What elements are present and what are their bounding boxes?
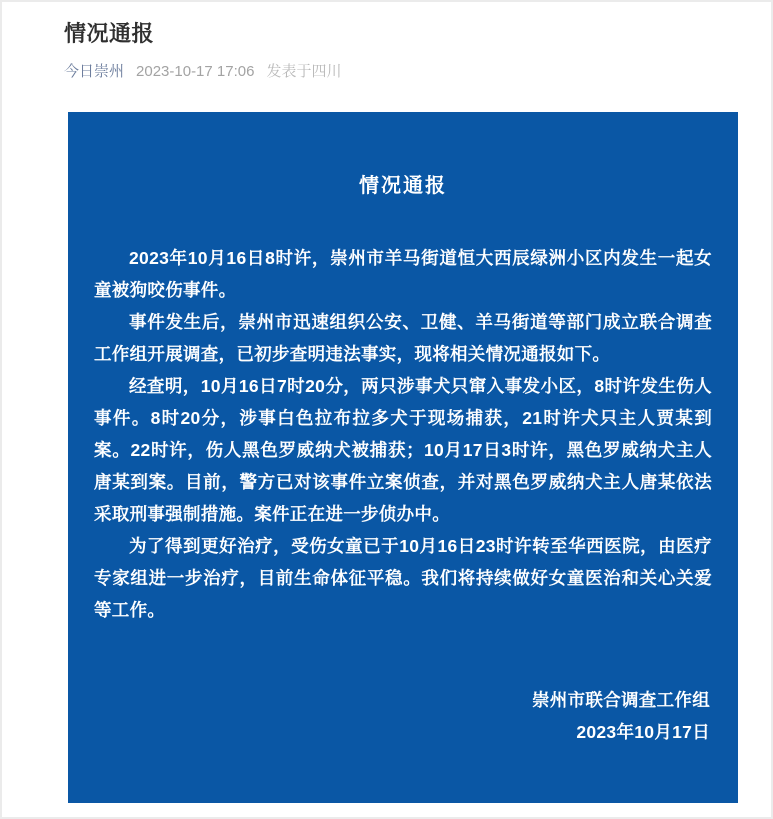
notice-title: 情况通报 xyxy=(359,175,447,197)
notice-signature xyxy=(94,684,712,748)
notice-body xyxy=(94,242,712,626)
account-name-link[interactable]: 今日崇州 xyxy=(64,63,125,80)
notice-image[interactable] xyxy=(68,112,738,803)
notice-paragraph: 为了得到更好治疗，受伤女童已于10月16日23时许转至华西医院，由医疗专家组进一步治疗，目前生命体征平稳。我们将持续做好女童医治和关心关爱等工作。 xyxy=(94,536,712,620)
page-title: 情况通报 xyxy=(64,21,155,46)
notice-paragraph: 2023年10月16日8时许，崇州市羊马街道恒大西辰绿洲小区内发生一起女童被狗咬伤事件。 xyxy=(94,248,712,300)
publish-location: 发表于四川 xyxy=(266,63,342,80)
signature-org: 崇州市联合调查工作组 xyxy=(532,690,710,710)
notice-paragraph: 事件发生后，崇州市迅速组织公安、卫健、羊马街道等部门成立联合调查工作组开展调查，已初步查明违法事实，现将相关情况通报如下。 xyxy=(94,312,712,364)
publish-timestamp: 2023-10-17 17:06 xyxy=(136,63,255,80)
signature-date: 2023年10月17日 xyxy=(576,722,710,742)
article-header xyxy=(2,2,771,82)
article-meta xyxy=(64,61,731,82)
notice-paragraph: 经查明，10月16日7时20分，两只涉事犬只窜入事发小区，8时许发生伤人事件。8时20分，涉事白色拉布拉多犬于现场捕获，21时许犬只主人贾某到案。22时许，伤人黑色罗威纳犬被捕获；10月17日3时许，黑色罗威纳犬主人唐某到案。目前，警方已对该事件立案侦查，并对黑色罗威纳犬主人唐某依法采取刑事强制措施。案件正在进一步侦办中。 xyxy=(94,376,712,524)
